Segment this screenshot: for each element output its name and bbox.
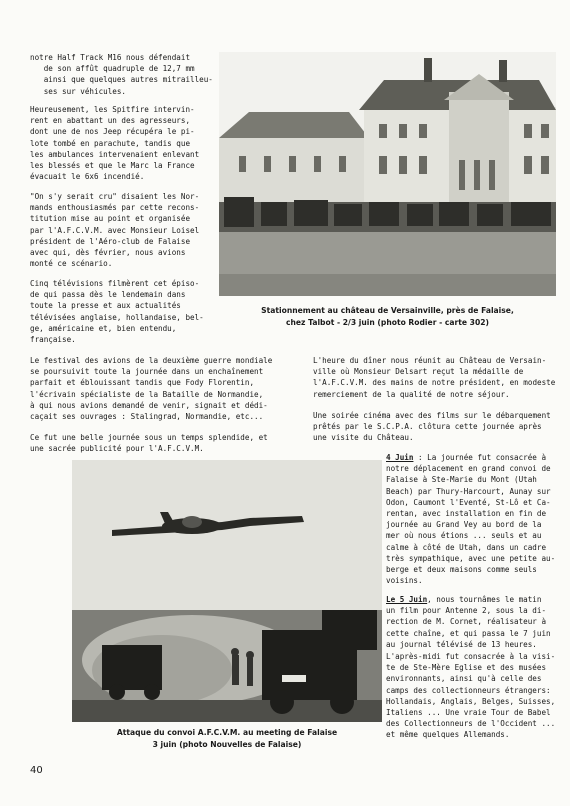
text-paragraph-normands: "On s'y serait cru" disaient les Nor- mands enthousiasmés par cette recons- titution mise au point et organisée par l'A.F.C.V.M. avec Monsieur Loisel président de l'Aéro-club de Falaise avec qui, dès février, nous avions monté ce scénario.	[30, 192, 200, 269]
text-paragraph-soiree: Une soirée cinéma avec des films sur le débarquement prêtés par le S.C.P.A. clôtura cette journée après une visite du Château.	[313, 411, 551, 443]
text-paragraph-spitfire: Heureusement, les Spitfire intervin- rent en abattant un des agresseurs, dont une de nos Jeep récupéra le pi- lote tombé en parachute, tandis que les ambulances intervenaient enlevant les blessés et que le Marc la France évacuait le 6x6 incendié.	[30, 105, 200, 182]
june4-first-line: : La journée fut consacrée à	[413, 453, 547, 462]
text-paragraph-belle-journee: Ce fut une belle journée sous un temps splendide, et une sacrée publicité pour l'A.F.C.V.M.	[30, 433, 268, 454]
text-paragraph-halftrack: notre Half Track M16 nous défendait de son affût quadruple de 12,7 mm ainsi que quelques autres mitrailleu- ses sur véhicules.	[30, 53, 213, 96]
chateau-photo-caption: Stationnement au château de Versainville, près de Falaise, chez Talbot - 2/3 juin (photo Rodier - carte 302)	[261, 306, 514, 327]
text-paragraph-4-juin	[386, 452, 555, 586]
june4-rest: notre déplacement en grand convoi de Falaise à Ste-Marie du Mont (Utah Beach) par Thury-Harcourt, Aunay sur Odon, Caumont l'Eventé, St-Lô et Ca- rentan, avec installation en fin de journée au Grand Vey au bord de la mer où nous étions ... seuls et au calme à côté de Utah, dans un cadre très sympathique, avec une petite au- berge et deux maisons comme seuls voisins.	[386, 464, 556, 586]
date-4-juin: 4 Juin	[386, 453, 414, 462]
june5-rest: un film pour Antenne 2, sous la di- rection de M. Cornet, réalisateur à cette chaîne, et qui passa le 7 juin au journal télévisé de 13 heures.	[386, 606, 551, 649]
chateau-photo	[219, 52, 556, 296]
date-5-juin: Le 5 Juin	[386, 595, 428, 604]
convoy-photo-caption: Attaque du convoi A.F.C.V.M. au meeting de Falaise 3 juin (photo Nouvelles de Falaise)	[116, 728, 338, 749]
june5-first-line: , nous tournâmes le matin	[427, 595, 542, 604]
text-paragraph-festival: Le festival des avions de la deuxième guerre mondiale se poursuivit toute la journée dans un enchaînement parfait et éblouissant tandis que Fody Florentin, l'écrivain spécialiste de la Bataille de Normandie, à qui nous avions demandé de venir, signait et dédi- caçait ses ouvrages : Stalingrad, Normandie, etc...	[30, 356, 273, 422]
convoy-attack-photo	[72, 460, 382, 722]
text-paragraph-apres-midi: L'après-midi fut consacrée à la visi- te de Ste-Mère Eglise et des musées environnants, ainsi qu'à celle des camps des collectionneurs étrangers: Hollandais, Anglais, Belges, Suisses, Italiens ... Une vraie Tour de Babel des Collectionneurs de l'Occident ... et même quelques Allemands.	[386, 652, 556, 740]
chateau-photo-illustration	[219, 52, 556, 296]
text-paragraph-television: Cinq télévisions filmèrent cet épiso- de qui passa dès le lendemain dans toute la presse et aux actualités télévisées anglaise, hollandaise, bel- ge, américaine et, bien entendu, française.	[30, 279, 204, 345]
page-number: 40	[30, 765, 43, 776]
text-paragraph-diner: L'heure du dîner nous réunit au Château de Versain- ville où Monsieur Delsart reçut la médaille de l'A.F.C.V.M. des mains de notre président, en modeste remerciement de la qualité de notre séjour.	[313, 356, 556, 399]
convoy-attack-photo-illustration	[72, 460, 382, 722]
text-paragraph-5-juin	[386, 594, 551, 650]
